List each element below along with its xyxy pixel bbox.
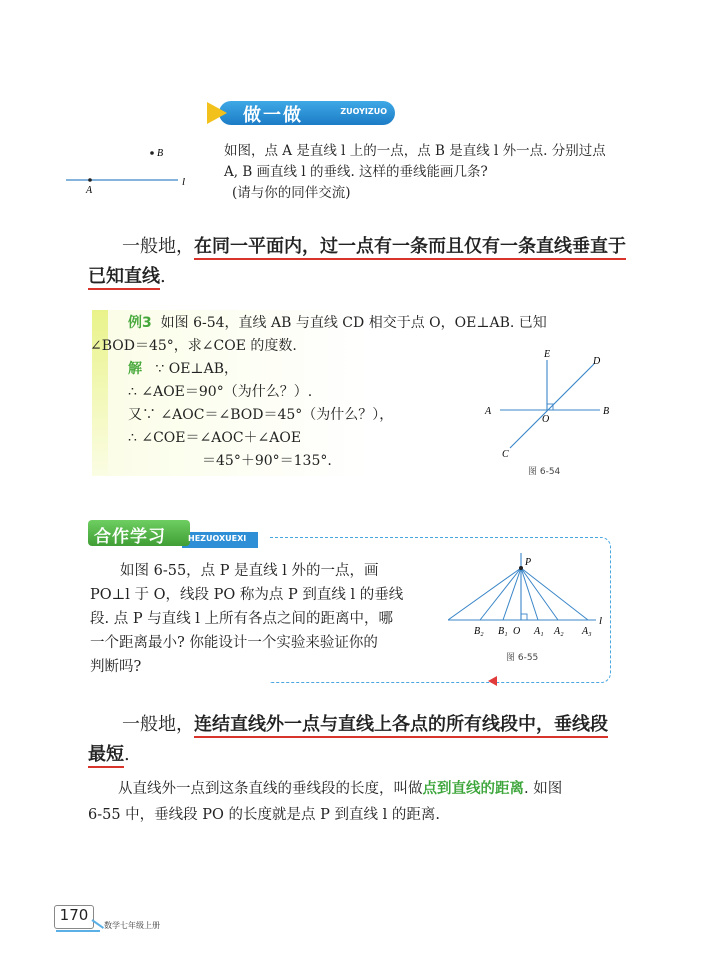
example-problem-text-1: 如图 6-54，直线 AB 与直线 CD 相交于点 O，OE⊥AB. 已知 — [160, 315, 547, 331]
segment-pa2 — [521, 568, 558, 620]
label-b1: B₁ — [498, 626, 508, 637]
coop-line-5: 判断吗? — [90, 659, 142, 675]
coop-line-3: 段. 点 P 与直线 l 上所有各点之间的距离中，哪 — [90, 611, 394, 627]
statement-2-prefix: 一般地， — [122, 714, 194, 735]
solution-step-5: ＝45°＋90°＝135°. — [202, 453, 332, 469]
label-c: C — [502, 449, 509, 460]
coop-line-2: PO⊥l 于 O，线段 PO 称为点 P 到直线 l 的垂线 — [90, 587, 404, 603]
coop-line-1: 如图 6-55，点 P 是直线 l 外的一点，画 — [120, 563, 379, 579]
definition-line-1 — [88, 776, 562, 802]
point-a — [88, 178, 92, 182]
solution-step-2: ∴ ∠AOE＝90°（为什么？）. — [128, 384, 313, 400]
segment-pb2 — [480, 568, 521, 620]
example-3 — [90, 312, 550, 473]
statement-2-emphasis: 连结直线外一点与直线上各点的所有线段中，垂线段 — [194, 714, 608, 738]
label-o: O — [513, 626, 521, 637]
label-b2: B₂ — [474, 626, 484, 637]
example-label: 例3 — [128, 315, 152, 331]
statement-2-line-1 — [122, 710, 608, 740]
right-angle-mark — [521, 614, 527, 620]
cooperation-text — [90, 559, 430, 679]
label-point-b: B — [157, 148, 164, 159]
zuoyizuo-line-1: 如图，点 A 是直线 l 上的一点，点 B 是直线 l 外一点. 分别过点 — [224, 143, 606, 159]
point-p — [519, 566, 523, 570]
example-problem-1 — [90, 312, 547, 335]
label-p: P — [525, 557, 532, 568]
statement-2-period: . — [124, 744, 130, 765]
definition-term: 点到直线的距离 — [422, 781, 524, 797]
zuoyizuo-line-2: A, B 画直线 l 的垂线. 这样的垂线能画几条? — [224, 164, 488, 180]
point-b — [150, 151, 154, 155]
solution-label: 解 — [128, 361, 142, 377]
section-banner-zuoyizuo — [205, 99, 395, 127]
definition-text-end: . 如图 — [524, 781, 563, 797]
definition-text-start: 从直线外一点到这条直线的垂线段的长度，叫做 — [118, 781, 423, 797]
label-line-l: l — [182, 176, 186, 188]
arrow-left-icon — [488, 676, 497, 686]
zuoyizuo-line-3: (请与你的同伴交流) — [232, 185, 351, 201]
label-a2: A₂ — [554, 626, 564, 637]
figure-caption: 图 6-55 — [506, 653, 539, 663]
page-number: 170 — [59, 906, 89, 924]
label-point-a: A — [86, 185, 93, 196]
label-b: B — [603, 406, 610, 417]
label-a: A — [485, 406, 492, 417]
statement-1-period: . — [160, 266, 166, 287]
book-title: 数学七年级上册 — [104, 921, 160, 930]
statement-1-prefix: 一般地， — [122, 236, 194, 257]
example-solution-1 — [90, 358, 547, 381]
coop-line-4: 一个距离最小? 你能设计一个实验来验证你的 — [90, 635, 378, 651]
label-l: l — [599, 615, 603, 627]
solution-step-4: ∴ ∠COE＝∠AOC＋∠AOE — [128, 430, 302, 446]
label-d: D — [593, 356, 601, 367]
statement-1-emphasis-end: 已知直线 — [88, 266, 160, 290]
section-banner-hezuoxuexi — [88, 520, 258, 550]
figure-point-line — [66, 140, 216, 200]
line-cd — [510, 364, 594, 448]
label-a1: A₁ — [534, 626, 544, 637]
label-a3: A₃ — [582, 626, 592, 637]
label-o: O — [542, 414, 550, 425]
statement-1-line-1 — [122, 232, 626, 262]
statement-1-emphasis: 在同一平面内，过一点有一条而且仅有一条直线垂直于 — [194, 236, 626, 260]
banner-pinyin: ZUOYIZUO — [340, 107, 387, 116]
figure-6-54 — [482, 348, 617, 478]
segment-pa1 — [521, 568, 538, 620]
figure-caption: 图 6-54 — [528, 467, 561, 477]
zuoyizuo-text — [224, 141, 624, 204]
solution-step-1: ∵ OE⊥AB， — [155, 361, 238, 377]
segment-pa3 — [521, 568, 588, 620]
play-triangle-icon — [207, 102, 227, 124]
segment-pb1 — [503, 568, 521, 620]
right-angle-mark — [547, 404, 553, 410]
solution-step-3: 又∵ ∠AOC＝∠BOD＝45°（为什么？）， — [128, 407, 394, 423]
figure-6-55 — [448, 548, 613, 670]
banner-title: 做一做 — [243, 105, 303, 126]
definition-paragraph — [88, 776, 562, 828]
definition-line-2: 6-55 中，垂线段 PO 的长度就是点 P 到直线 l 的距离. — [88, 807, 440, 823]
label-e: E — [544, 349, 551, 360]
banner-title: 合作学习 — [94, 527, 166, 547]
banner-pinyin: HEZUOXUEXI — [188, 534, 247, 543]
example-problem-2: ∠BOD＝45°，求∠COE 的度数. — [90, 338, 297, 354]
statement-2-emphasis-end: 最短 — [88, 744, 124, 768]
statement-1-line-2 — [88, 262, 166, 292]
statement-2-line-2 — [88, 740, 130, 770]
segment-p-left-edge — [448, 568, 521, 620]
page-number-underline — [56, 930, 100, 932]
